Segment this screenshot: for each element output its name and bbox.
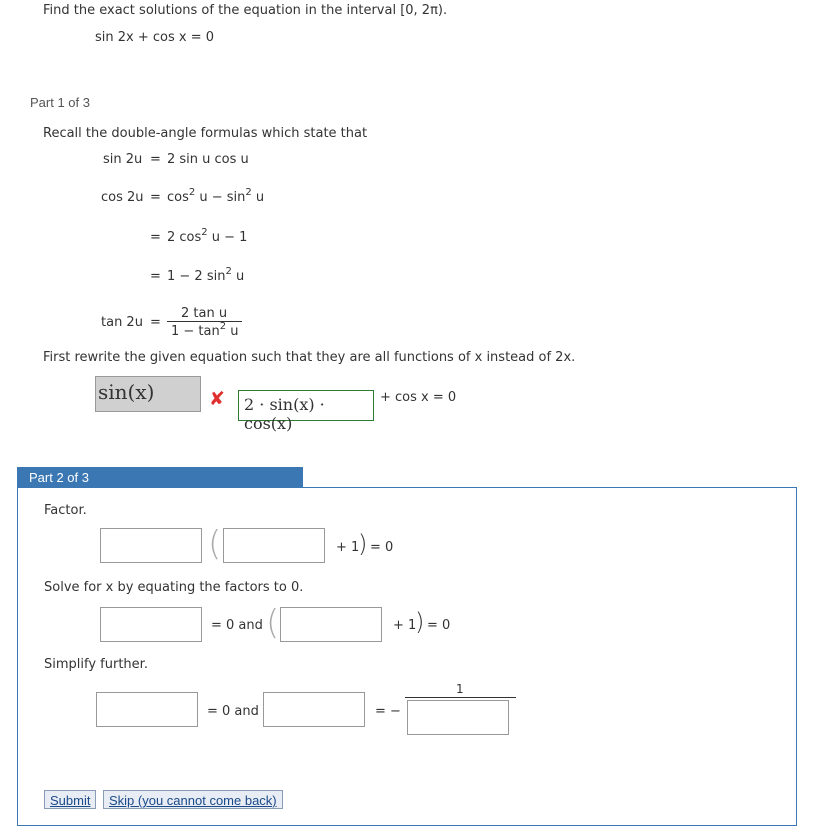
factor-input-2[interactable] (223, 528, 325, 563)
factor-label: Factor. (44, 503, 87, 518)
solve-eq-zero-and: = 0 and (211, 618, 263, 633)
sin2u-eq: = (150, 152, 161, 167)
cos2u-alt2-eq: = (150, 269, 161, 284)
solve-text: Solve for x by equating the factors to 0. (44, 580, 304, 595)
simplify-input-2[interactable] (263, 692, 365, 727)
cos2u-lhs: cos 2u (101, 190, 144, 205)
part1-title: Part 1 of 3 (30, 95, 90, 110)
factor-input-1[interactable] (100, 528, 202, 563)
sin2u-lhs: sin 2u (103, 152, 143, 167)
tan-numerator: 2 tan u (181, 306, 228, 321)
factor-equals-zero: = 0 (370, 540, 394, 555)
correct-answer-box: 2 · sin(x) · cos(x) (238, 390, 374, 421)
solve-plus-one: + 1 (393, 618, 417, 633)
solve-input-1[interactable] (100, 607, 202, 642)
part2-title: Part 2 of 3 (17, 467, 303, 488)
factor-close-paren: ) (358, 530, 368, 558)
cos2u-eq: = (150, 190, 161, 205)
skip-button[interactable]: Skip (you cannot come back) (103, 790, 283, 809)
simplify-denominator-input[interactable] (407, 700, 509, 735)
tan-denominator: $1 - \tan^2 u$ (171, 321, 239, 339)
submit-button[interactable]: Submit (44, 790, 96, 809)
cos2u-alt2: 1 − 2 $\sin^2 u$ (167, 266, 245, 284)
solve-close-paren: ) (415, 608, 425, 636)
tan2u-lhs: tan 2u (101, 315, 143, 330)
simplify-fraction-numerator: 1 (456, 682, 464, 696)
rewrite-text: First rewrite the given equation such that they are all functions of x instead of 2x. (43, 350, 576, 365)
cos2u-alt1: 2 $\cos^2 u - 1$ (167, 227, 248, 245)
tan2u-eq: = (150, 315, 161, 330)
simplify-text: Simplify further. (44, 657, 148, 672)
factor-open-paren: ( (208, 524, 222, 564)
simplify-eq-minus: = − (375, 704, 401, 719)
recall-text: Recall the double-angle formulas which state that (43, 126, 368, 141)
sin2u-rhs: 2 sin u cos u (167, 152, 249, 167)
question-prompt: Find the exact solutions of the equation in the interval [0, 2π). (43, 3, 448, 18)
simplify-fraction-bar (405, 697, 516, 698)
simplify-eq-zero-and: = 0 and (207, 704, 259, 719)
equation-tail: + cos x = 0 (380, 390, 457, 405)
solve-equals-zero: = 0 (427, 618, 451, 633)
factor-plus-one: + 1 (336, 540, 360, 555)
solve-open-paren: ( (266, 603, 280, 643)
student-answer-box: sin(x) (95, 376, 201, 412)
question-equation: sin 2x + cos x = 0 (95, 30, 215, 45)
tan-fraction-bar (167, 321, 242, 322)
cos2u-alt1-eq: = (150, 230, 161, 245)
cos2u-rhs: $\cos^2 u - \sin^2 u$ (167, 187, 265, 205)
x-mark-icon: ✘ (209, 388, 225, 410)
solve-input-2[interactable] (280, 607, 382, 642)
simplify-input-1[interactable] (96, 692, 198, 727)
